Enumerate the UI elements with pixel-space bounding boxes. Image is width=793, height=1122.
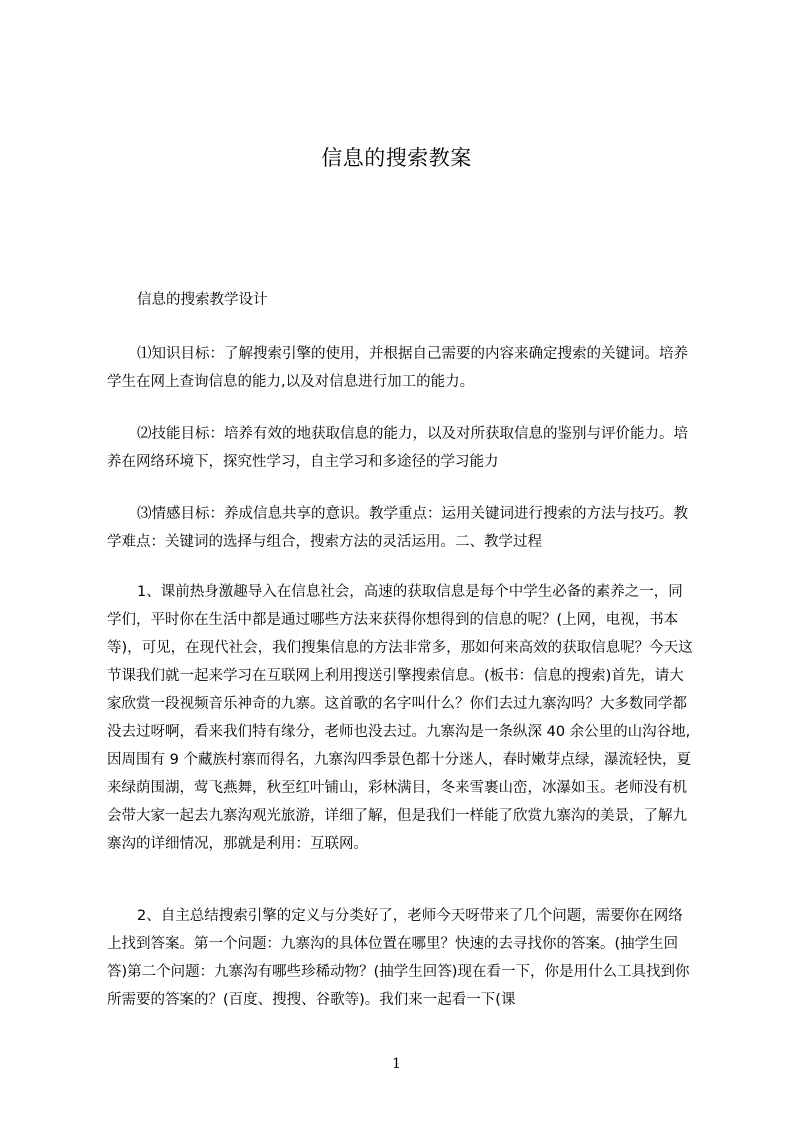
paragraph-emotion-goal [107, 500, 697, 556]
paragraph-text: ⑵技能目标：培养有效的地获取信息的能力，以及对所获取信息的鉴别与评价能力。培养在网络环境下，探究性学习，自主学习和多途径的学习能力 [107, 426, 688, 470]
paragraph-knowledge-goal [107, 340, 697, 396]
paragraph-text: 1、课前热身激趣导入在信息社会，高速的获取信息是每个中学生必备的素养之一，同学们，平时你在生活中都是通过哪些方法来获得你想得到的信息的呢？(上网，电视，书本等)，可见，在现代社会，我们搜集信息的方法非常多，那如何来高效的获取信息呢？今天这节课我们就一起来学习在互联网上利用搜送引擎搜索信息。(板书：信息的搜索)首先，请大家欣赏一段视频音乐神奇的九寨。这首歌的名字叫什么？你们去过九寨沟吗？大多数同学都没去过呀啊，看来我们特有缘分，老师也没去过。九寨沟是一条纵深 40 余公里的山沟谷地,因周围有 9 个藏族村寨而得名，九寨沟四季景色都十分迷人，春时嫩芽点绿，瀑流轻快，夏来绿荫围湖，莺飞燕舞，秋至红叶铺山，彩林满目，冬来雪裹山峦，冰瀑如玉。老师没有机会带大家一起去九寨沟观光旅游，详细了解，但是我们一样能了欣赏九寨沟的美景，了解九寨沟的详细情况，那就是利用：互联网。 [107, 584, 693, 852]
paragraph-search-engine [107, 902, 697, 1014]
document-subtitle: 信息的搜索教学设计 [137, 292, 268, 308]
document-title: 信息的搜索教案 [321, 146, 472, 170]
page-number: 1 [392, 1056, 401, 1072]
paragraph-warmup [107, 578, 697, 858]
paragraph-text: ⑶情感目标：养成信息共享的意识。教学重点：运用关键词进行搜索的方法与技巧。教学难点：关键词的选择与组合，搜索方法的灵活运用。二、教学过程 [107, 506, 688, 550]
paragraph-skill-goal [107, 420, 697, 476]
paragraph-text: ⑴知识目标：了解搜索引擎的使用，并根据自己需要的内容来确定搜索的关键词。培养学生在网上查询信息的能力,以及对信息进行加工的能力。 [107, 346, 688, 390]
paragraph-text: 2、自主总结搜索引擎的定义与分类好了，老师今天呀带来了几个问题，需要你在网络上找到答案。第一个问题：九寨沟的具体位置在哪里？快速的去寻找你的答案。(抽学生回答)第二个问题：九寨沟有哪些珍稀动物？(抽学生回答)现在看一下，你是用什么工具找到你所需要的答案的？(百度、搜搜、谷歌等)。我们来一起看一下(课 [107, 908, 690, 1008]
